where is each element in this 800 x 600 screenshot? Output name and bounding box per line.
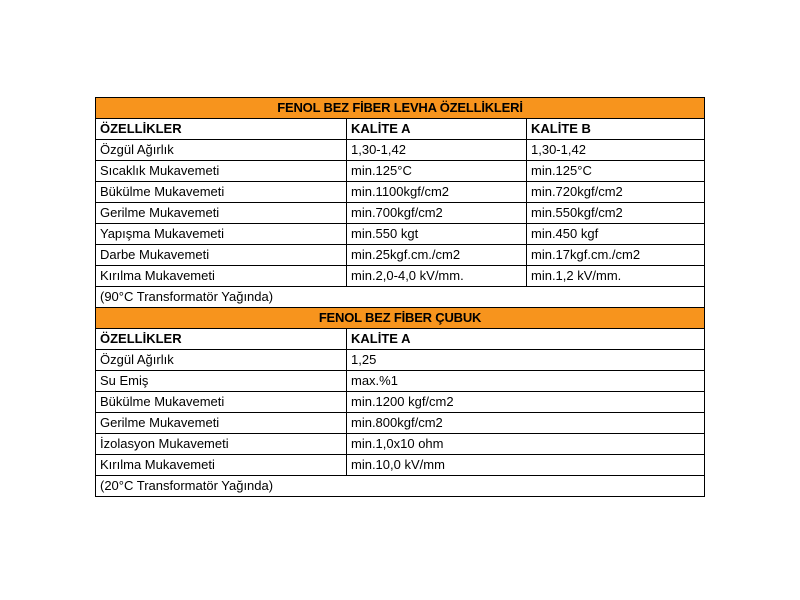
levha-header-row xyxy=(96,119,705,140)
cubuk-header-quality-a: KALİTE A xyxy=(347,329,705,350)
property-name: Yapışma Mukavemeti xyxy=(96,224,347,245)
cubuk-note-row xyxy=(96,476,705,497)
cubuk-section-title: FENOL BEZ FİBER ÇUBUK xyxy=(96,308,705,329)
quality-a-value: min.10,0 kV/mm xyxy=(347,455,705,476)
cubuk-header-properties: ÖZELLİKLER xyxy=(96,329,347,350)
property-name: Kırılma Mukavemeti xyxy=(96,266,347,287)
table-row xyxy=(96,392,705,413)
quality-b-value: min.720kgf/cm2 xyxy=(527,182,705,203)
quality-a-value: min.800kgf/cm2 xyxy=(347,413,705,434)
properties-table-body xyxy=(96,98,705,497)
quality-b-value: 1,30-1,42 xyxy=(527,140,705,161)
property-name: Özgül Ağırlık xyxy=(96,140,347,161)
quality-b-value: min.450 kgf xyxy=(527,224,705,245)
levha-header-properties: ÖZELLİKLER xyxy=(96,119,347,140)
table-row xyxy=(96,203,705,224)
cubuk-note: (20°C Transformatör Yağında) xyxy=(96,476,705,497)
table-row xyxy=(96,266,705,287)
table-row xyxy=(96,350,705,371)
table-row xyxy=(96,140,705,161)
quality-a-value: max.%1 xyxy=(347,371,705,392)
levha-note-row xyxy=(96,287,705,308)
table-row xyxy=(96,182,705,203)
quality-a-value: min.2,0-4,0 kV/mm. xyxy=(347,266,527,287)
table-row xyxy=(96,245,705,266)
levha-note: (90°C Transformatör Yağında) xyxy=(96,287,705,308)
table-row xyxy=(96,434,705,455)
table-row xyxy=(96,161,705,182)
quality-b-value: min.125°C xyxy=(527,161,705,182)
table-row xyxy=(96,224,705,245)
table-row xyxy=(96,371,705,392)
property-name: Sıcaklık Mukavemeti xyxy=(96,161,347,182)
quality-a-value: min.1200 kgf/cm2 xyxy=(347,392,705,413)
quality-b-value: min.550kgf/cm2 xyxy=(527,203,705,224)
table-row xyxy=(96,455,705,476)
property-name: Bükülme Mukavemeti xyxy=(96,182,347,203)
property-name: İzolasyon Mukavemeti xyxy=(96,434,347,455)
levha-header-quality-a: KALİTE A xyxy=(347,119,527,140)
quality-b-value: min.1,2 kV/mm. xyxy=(527,266,705,287)
property-name: Darbe Mukavemeti xyxy=(96,245,347,266)
table-row xyxy=(96,413,705,434)
cubuk-header-row xyxy=(96,329,705,350)
quality-a-value: min.550 kgt xyxy=(347,224,527,245)
quality-a-value: 1,25 xyxy=(347,350,705,371)
quality-a-value: min.125°C xyxy=(347,161,527,182)
property-name: Özgül Ağırlık xyxy=(96,350,347,371)
levha-section-title: FENOL BEZ FİBER LEVHA ÖZELLİKLERİ xyxy=(96,98,705,119)
quality-a-value: 1,30-1,42 xyxy=(347,140,527,161)
property-name: Bükülme Mukavemeti xyxy=(96,392,347,413)
property-name: Gerilme Mukavemeti xyxy=(96,203,347,224)
quality-a-value: min.700kgf/cm2 xyxy=(347,203,527,224)
quality-a-value: min.1,0x10 ohm xyxy=(347,434,705,455)
quality-a-value: min.1100kgf/cm2 xyxy=(347,182,527,203)
quality-b-value: min.17kgf.cm./cm2 xyxy=(527,245,705,266)
properties-table xyxy=(95,97,705,497)
quality-a-value: min.25kgf.cm./cm2 xyxy=(347,245,527,266)
property-name: Gerilme Mukavemeti xyxy=(96,413,347,434)
levha-header-quality-b: KALİTE B xyxy=(527,119,705,140)
property-name: Kırılma Mukavemeti xyxy=(96,455,347,476)
property-name: Su Emiş xyxy=(96,371,347,392)
